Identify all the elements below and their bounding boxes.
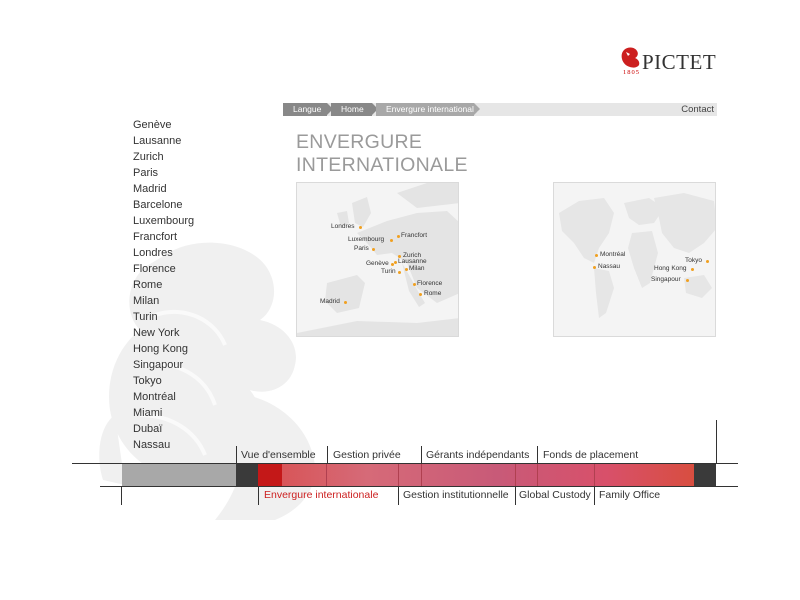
- map-city-dot[interactable]: [398, 271, 401, 274]
- map-city-dot[interactable]: [359, 226, 362, 229]
- nav-band-active: [258, 464, 282, 486]
- map-city-dot[interactable]: [419, 293, 422, 296]
- nav-band-gradient: [258, 464, 694, 486]
- nav-rule-bottom: [100, 486, 738, 487]
- city-link[interactable]: Florence: [133, 263, 176, 275]
- map-label: Zurich: [403, 252, 422, 259]
- breadcrumb-current[interactable]: [376, 103, 479, 116]
- map-europe[interactable]: [296, 182, 459, 337]
- map-label: Londres: [331, 223, 355, 230]
- city-link[interactable]: Londres: [133, 247, 173, 259]
- map-label: Lausanne: [398, 258, 427, 265]
- nav-global-custody[interactable]: Global Custody: [519, 489, 591, 501]
- nav-envergure-internationale[interactable]: Envergure internationale: [264, 489, 379, 501]
- brand-name: PICTET: [642, 50, 717, 74]
- nav-divider: [515, 487, 516, 505]
- city-link[interactable]: Dubaï: [133, 423, 163, 435]
- city-link[interactable]: Zurich: [133, 151, 164, 163]
- map-city-dot[interactable]: [394, 261, 397, 264]
- lion-logo-icon: [620, 46, 642, 70]
- city-link[interactable]: Barcelone: [133, 199, 183, 211]
- map-label: Turin: [381, 268, 396, 275]
- city-link[interactable]: Nassau: [133, 439, 171, 451]
- map-city-dot[interactable]: [691, 268, 694, 271]
- contact-link[interactable]: Contact: [681, 104, 714, 115]
- breadcrumb-label: Envergure internationale: [386, 104, 479, 114]
- city-link[interactable]: Turin: [133, 311, 158, 323]
- page-title-line2: INTERNATIONALE: [296, 154, 468, 176]
- map-label: Rome: [424, 290, 442, 297]
- map-label: Francfort: [401, 232, 428, 239]
- nav-divider: [537, 446, 538, 463]
- map-label: Florence: [417, 280, 443, 287]
- map-city-dot[interactable]: [706, 260, 709, 263]
- breadcrumb: [283, 103, 717, 116]
- nav-divider: [421, 446, 422, 463]
- city-link[interactable]: Singapour: [133, 359, 184, 371]
- nav-gestion-institutionnelle[interactable]: Gestion institutionnelle: [403, 489, 509, 501]
- nav-band-tick: [537, 464, 538, 486]
- map-world[interactable]: [553, 182, 716, 337]
- nav-band-tick: [326, 464, 327, 486]
- map-city-dot[interactable]: [595, 254, 598, 257]
- nav-divider: [594, 487, 595, 505]
- page-title-line1: ENVERGURE: [296, 131, 423, 153]
- map-city-dot[interactable]: [593, 266, 596, 269]
- city-link[interactable]: Madrid: [133, 183, 167, 195]
- nav-band-tick: [594, 464, 595, 486]
- nav-band-tick: [421, 464, 422, 486]
- breadcrumb-home[interactable]: [331, 103, 372, 116]
- map-city-dot[interactable]: [397, 235, 400, 238]
- nav-band-dark: [236, 464, 258, 486]
- map-city-dot[interactable]: [372, 248, 375, 251]
- map-label: Luxembourg: [348, 236, 385, 243]
- nav-gestion-privee[interactable]: Gestion privée: [333, 449, 401, 461]
- breadcrumb-label: Langue: [293, 104, 322, 114]
- chevron-right-icon: [474, 103, 480, 115]
- map-city-dot[interactable]: [344, 301, 347, 304]
- map-city-dot[interactable]: [413, 283, 416, 286]
- nav-band-dark-right: [694, 464, 716, 486]
- brand-year: 1805: [623, 69, 640, 76]
- map-label: Nassau: [598, 263, 621, 270]
- nav-divider: [398, 487, 399, 505]
- nav-vue-ensemble[interactable]: Vue d'ensemble: [241, 449, 316, 461]
- map-label: Tokyo: [685, 257, 702, 264]
- nav-divider: [327, 446, 328, 463]
- city-link[interactable]: Montréal: [133, 391, 176, 403]
- city-link[interactable]: Rome: [133, 279, 163, 291]
- breadcrumb-label: Home: [341, 104, 364, 114]
- nav-gerants-independants[interactable]: Gérants indépendants: [426, 449, 530, 461]
- map-city-dot[interactable]: [405, 268, 408, 271]
- map-label: Singapour: [651, 276, 681, 283]
- map-label: Genève: [366, 260, 389, 267]
- nav-divider: [236, 446, 237, 463]
- city-link[interactable]: Luxembourg: [133, 215, 195, 227]
- city-link[interactable]: Tokyo: [133, 375, 162, 387]
- map-label: Montréal: [600, 251, 626, 258]
- map-label: Milan: [409, 265, 425, 272]
- nav-divider: [258, 487, 259, 505]
- map-city-dot[interactable]: [686, 279, 689, 282]
- city-link[interactable]: New York: [133, 327, 180, 339]
- city-link[interactable]: Francfort: [133, 231, 178, 243]
- city-link[interactable]: Milan: [133, 295, 160, 307]
- city-link[interactable]: Hong Kong: [133, 343, 189, 355]
- map-city-dot[interactable]: [390, 239, 393, 242]
- nav-divider: [121, 487, 122, 505]
- breadcrumb-langue[interactable]: [283, 103, 327, 116]
- map-label: Hong Kong: [654, 265, 687, 272]
- nav-family-office[interactable]: Family Office: [599, 489, 661, 501]
- page-title: [296, 131, 468, 177]
- nav-band-gray: [122, 464, 236, 486]
- city-link[interactable]: Miami: [133, 407, 163, 419]
- map-label: Paris: [354, 245, 369, 252]
- nav-band-tick: [398, 464, 399, 486]
- city-link[interactable]: Paris: [133, 167, 159, 179]
- city-link[interactable]: Genève: [133, 119, 172, 131]
- city-list: [133, 117, 194, 453]
- nav-divider: [716, 420, 717, 463]
- city-link[interactable]: Lausanne: [133, 135, 182, 147]
- map-label: Madrid: [320, 298, 340, 305]
- map-city-dot[interactable]: [391, 263, 394, 266]
- nav-fonds-placement[interactable]: Fonds de placement: [543, 449, 639, 461]
- nav-band-tick: [515, 464, 516, 486]
